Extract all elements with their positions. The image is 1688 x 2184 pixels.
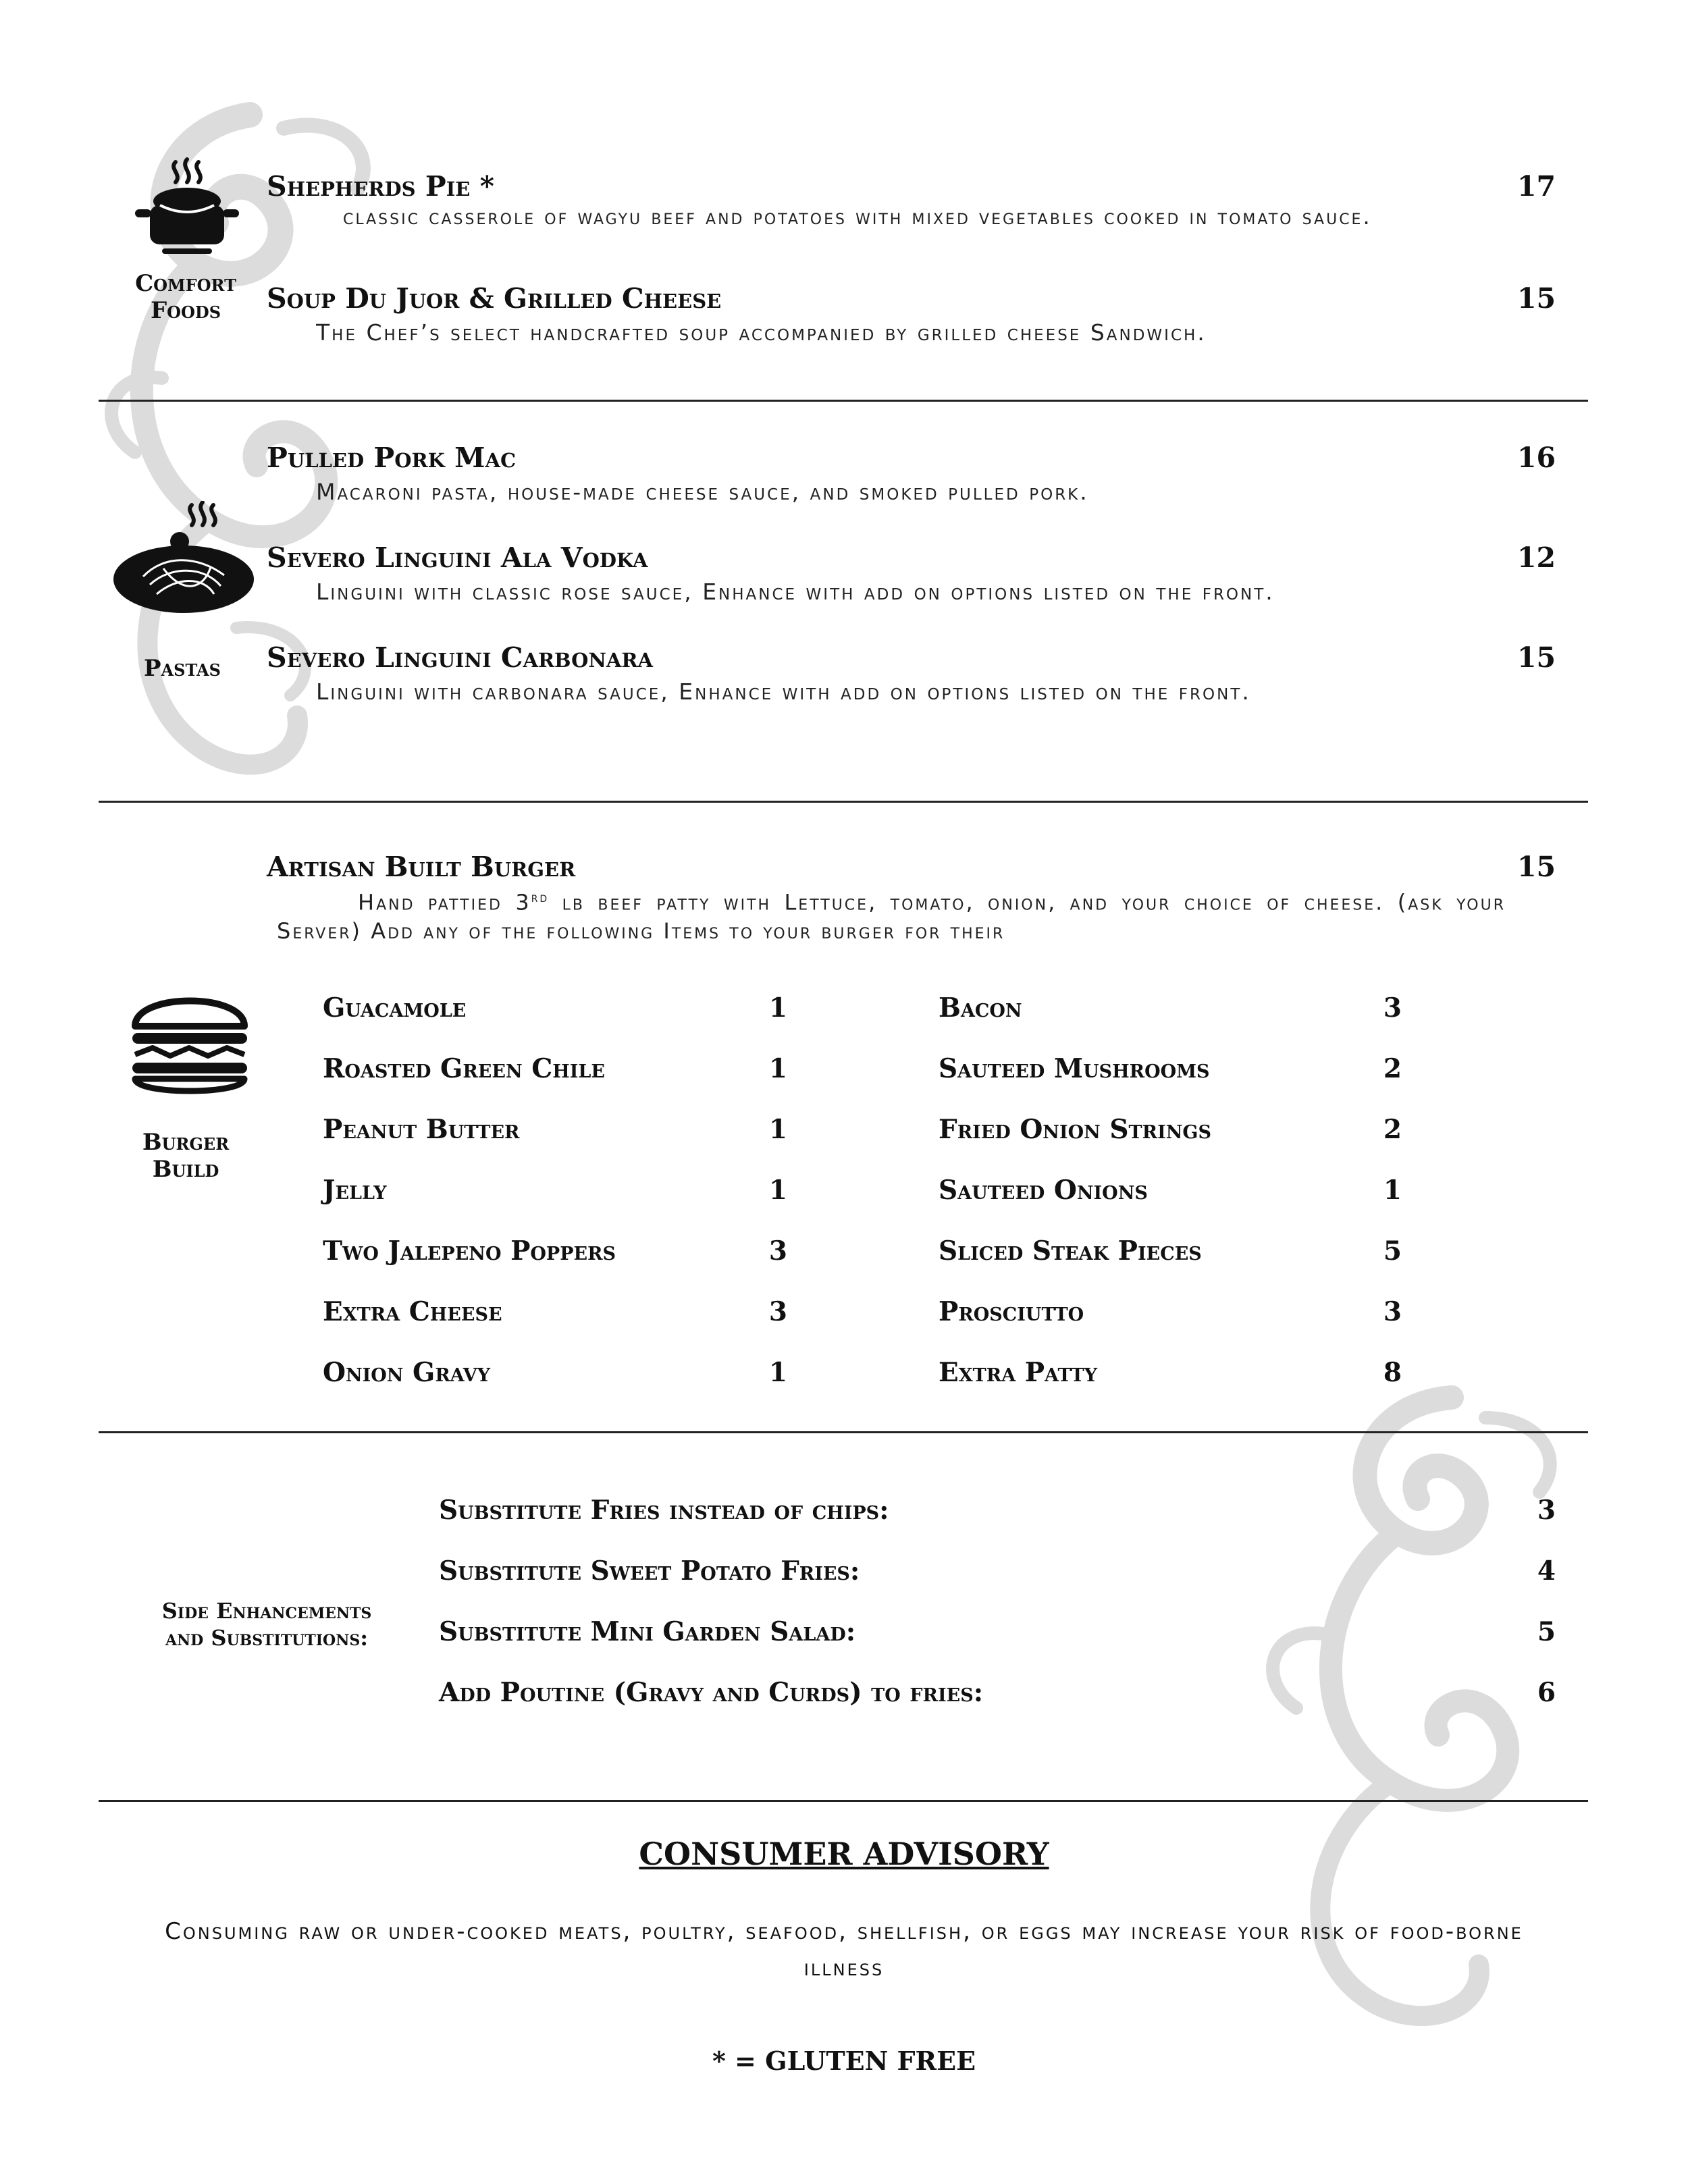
category-label-line: Foods — [150, 297, 221, 324]
desc-superscript: rd — [531, 889, 550, 905]
gluten-free-note: * = GLUTEN FREE — [712, 2046, 976, 2076]
addon-item-name: Roasted Green Chile — [323, 1053, 605, 1084]
addon-item-price: 1 — [768, 1357, 787, 1388]
addon-item-price: 1 — [768, 992, 787, 1023]
addon-item-price: 5 — [1383, 1235, 1402, 1267]
side-item-price: 4 — [1537, 1555, 1556, 1587]
section-divider — [99, 801, 1588, 803]
consumer-advisory-text: Consuming raw or under-cooked meats, poultry, seafood, shellfish, or eggs may increase your risk of food-borne illness — [165, 1918, 1523, 1981]
section-divider — [99, 1431, 1588, 1433]
menu-item-price: 15 — [1516, 282, 1556, 315]
addon-item-name: Sauteed Onions — [939, 1175, 1148, 1206]
addon-item-price: 3 — [1383, 1296, 1402, 1327]
side-item-name: Substitute Fries instead of chips: — [439, 1495, 889, 1526]
side-item-name: Add Poutine (Gravy and Curds) to fries: — [439, 1677, 984, 1708]
desc-text: Hand pattied 3 — [358, 889, 531, 915]
menu-item-description: Linguini with classic rose sauce, Enhance with add on options listed on the front. — [316, 579, 1275, 605]
addon-item-name: Extra Patty — [939, 1357, 1098, 1388]
addon-item-name: Jelly — [323, 1175, 387, 1206]
menu-item-name: Soup Du Juor & Grilled Cheese — [267, 282, 722, 315]
category-label-line: Side Enhancements — [161, 1598, 372, 1624]
menu-item-description — [277, 883, 1506, 945]
addon-item-price: 1 — [768, 1175, 787, 1206]
burger-icon — [126, 972, 254, 1100]
side-item-name: Substitute Sweet Potato Fries: — [439, 1555, 860, 1587]
category-label-line: Comfort — [135, 270, 236, 297]
addon-item-name: Prosciutto — [939, 1296, 1084, 1327]
addon-item-name: Sauteed Mushrooms — [939, 1053, 1210, 1084]
addon-item-name: Bacon — [939, 992, 1022, 1023]
side-item-price: 5 — [1537, 1616, 1556, 1647]
pasta-plate-icon — [109, 501, 258, 616]
category-label-line: Build — [152, 1156, 219, 1183]
side-item-name: Substitute Mini Garden Salad: — [439, 1616, 856, 1647]
desc-text: lb beef patty with Lettuce, tomato, onion, and your choice of cheese. (ask your Server) Add any of the following Items to your burger for their — [277, 889, 1506, 944]
side-item-price: 6 — [1537, 1677, 1556, 1708]
category-label-comfort-foods — [115, 270, 257, 324]
menu-item-description: Macaroni pasta, house-made cheese sauce, and smoked pulled pork. — [316, 479, 1089, 505]
addon-item-name: Fried Onion Strings — [939, 1114, 1211, 1145]
addon-item-name: Peanut Butter — [323, 1114, 520, 1145]
addon-item-price: 3 — [768, 1235, 787, 1267]
addon-item-price: 1 — [1383, 1175, 1402, 1206]
addon-item-name: Two Jalepeno Poppers — [323, 1235, 616, 1267]
addon-item-price: 1 — [768, 1114, 787, 1145]
consumer-advisory-title: CONSUMER ADVISORY — [639, 1836, 1049, 1872]
side-item-price: 3 — [1537, 1495, 1556, 1526]
menu-item-description: classic casserole of wagyu beef and potatoes with mixed vegetables cooked in tomato sauce. — [343, 204, 1372, 230]
addon-item-price: 1 — [768, 1053, 787, 1084]
menu-item-name: Shepherds Pie * — [267, 170, 495, 203]
category-label-line: and Substitutions: — [165, 1625, 369, 1651]
category-label-side-enhancements — [122, 1597, 412, 1651]
addon-item-price: 3 — [1383, 992, 1402, 1023]
menu-item-price: 16 — [1516, 442, 1556, 474]
menu-item-price: 17 — [1516, 170, 1556, 203]
addon-item-price: 2 — [1383, 1053, 1402, 1084]
casserole-pot-icon — [130, 157, 244, 258]
menu-item-name: Pulled Pork Mac — [267, 442, 517, 474]
addon-item-name: Extra Cheese — [323, 1296, 502, 1327]
addon-item-price: 2 — [1383, 1114, 1402, 1145]
addon-item-name: Guacamole — [323, 992, 467, 1023]
menu-item-price: 15 — [1516, 851, 1556, 883]
section-divider — [99, 1800, 1588, 1802]
menu-item-price: 15 — [1516, 641, 1556, 674]
addon-item-price: 8 — [1383, 1357, 1402, 1388]
menu-item-price: 12 — [1516, 541, 1556, 574]
menu-item-description: Linguini with carbonara sauce, Enhance with add on options listed on the front. — [316, 678, 1251, 705]
category-label-line: Burger — [142, 1129, 230, 1156]
addon-item-name: Sliced Steak Pieces — [939, 1235, 1202, 1267]
menu-item-name: Severo Linguini Carbonara — [267, 641, 653, 674]
category-label-pastas: Pastas — [143, 655, 221, 682]
addon-item-price: 3 — [768, 1296, 787, 1327]
menu-item-description: The Chef’s select handcrafted soup accompanied by grilled cheese Sandwich. — [316, 319, 1207, 346]
addon-item-name: Onion Gravy — [323, 1357, 491, 1388]
menu-item-name: Severo Linguini Ala Vodka — [267, 541, 648, 574]
section-divider — [99, 400, 1588, 402]
category-label-burger-build — [115, 1129, 257, 1183]
menu-item-name: Artisan Built Burger — [267, 851, 576, 883]
